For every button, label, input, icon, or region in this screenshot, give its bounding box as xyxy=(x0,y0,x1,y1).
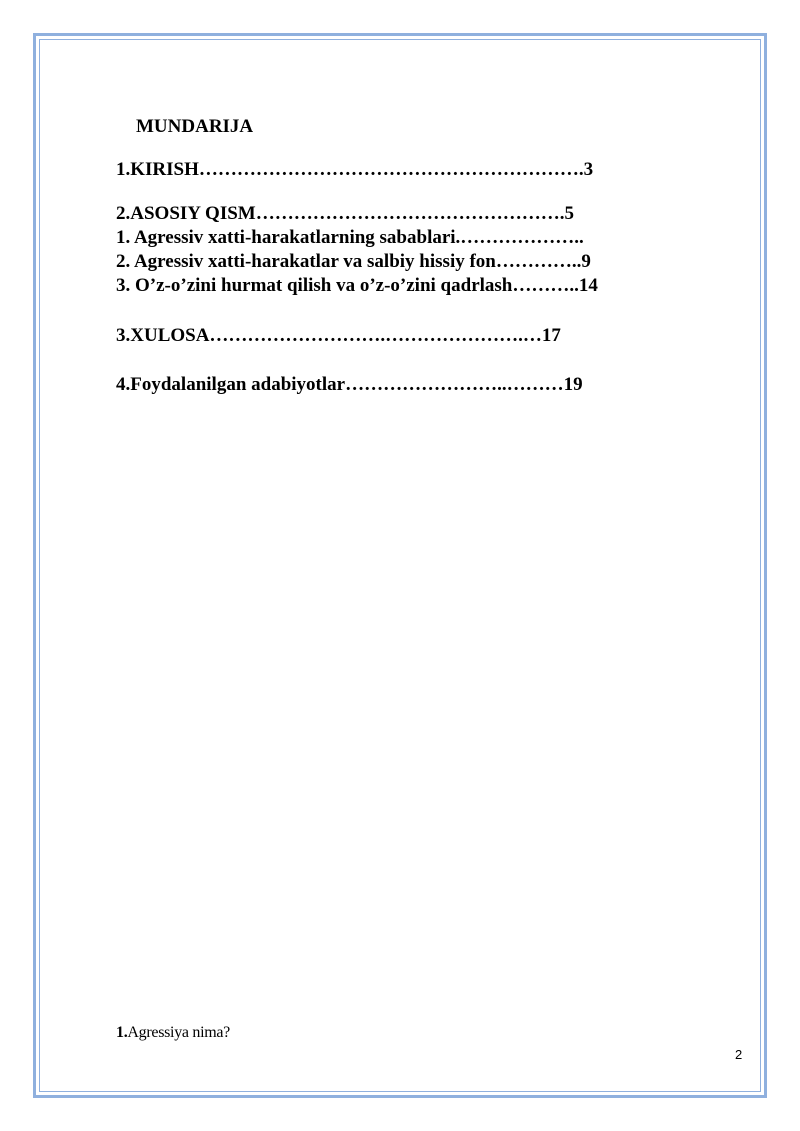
footer-note-text: Agressiya nima? xyxy=(127,1024,230,1041)
toc-entry-adabiyotlar: 4.Foydalanilgan adabiyotlar……………………..………19 xyxy=(116,374,583,395)
toc-entry-ozini-hurmat: 3. O’z-o’zini hurmat qilish va o’z-o’zini qadrlash………..14 xyxy=(116,275,598,296)
page-border-inner xyxy=(39,39,761,1092)
toc-title: MUNDARIJA xyxy=(136,116,254,137)
toc-entry-sabablari: 1. Agressiv xatti-harakatlarning sabablari.……………….. xyxy=(116,227,584,248)
page-number: 2 xyxy=(735,1047,743,1062)
toc-entry-xulosa: 3.XULOSA……………………….………………….…17 xyxy=(116,325,561,346)
footer-note xyxy=(116,1024,230,1042)
toc-entry-hissiy-fon: 2. Agressiv xatti-harakatlar va salbiy hissiy fon…………..9 xyxy=(116,251,591,272)
toc-entry-kirish: 1.KIRISH…………………………………………………….3 xyxy=(116,159,594,180)
footer-note-number: 1. xyxy=(116,1024,128,1041)
toc-entry-asosiy-qism: 2.ASOSIY QISM………………………………………….5 xyxy=(116,203,574,224)
